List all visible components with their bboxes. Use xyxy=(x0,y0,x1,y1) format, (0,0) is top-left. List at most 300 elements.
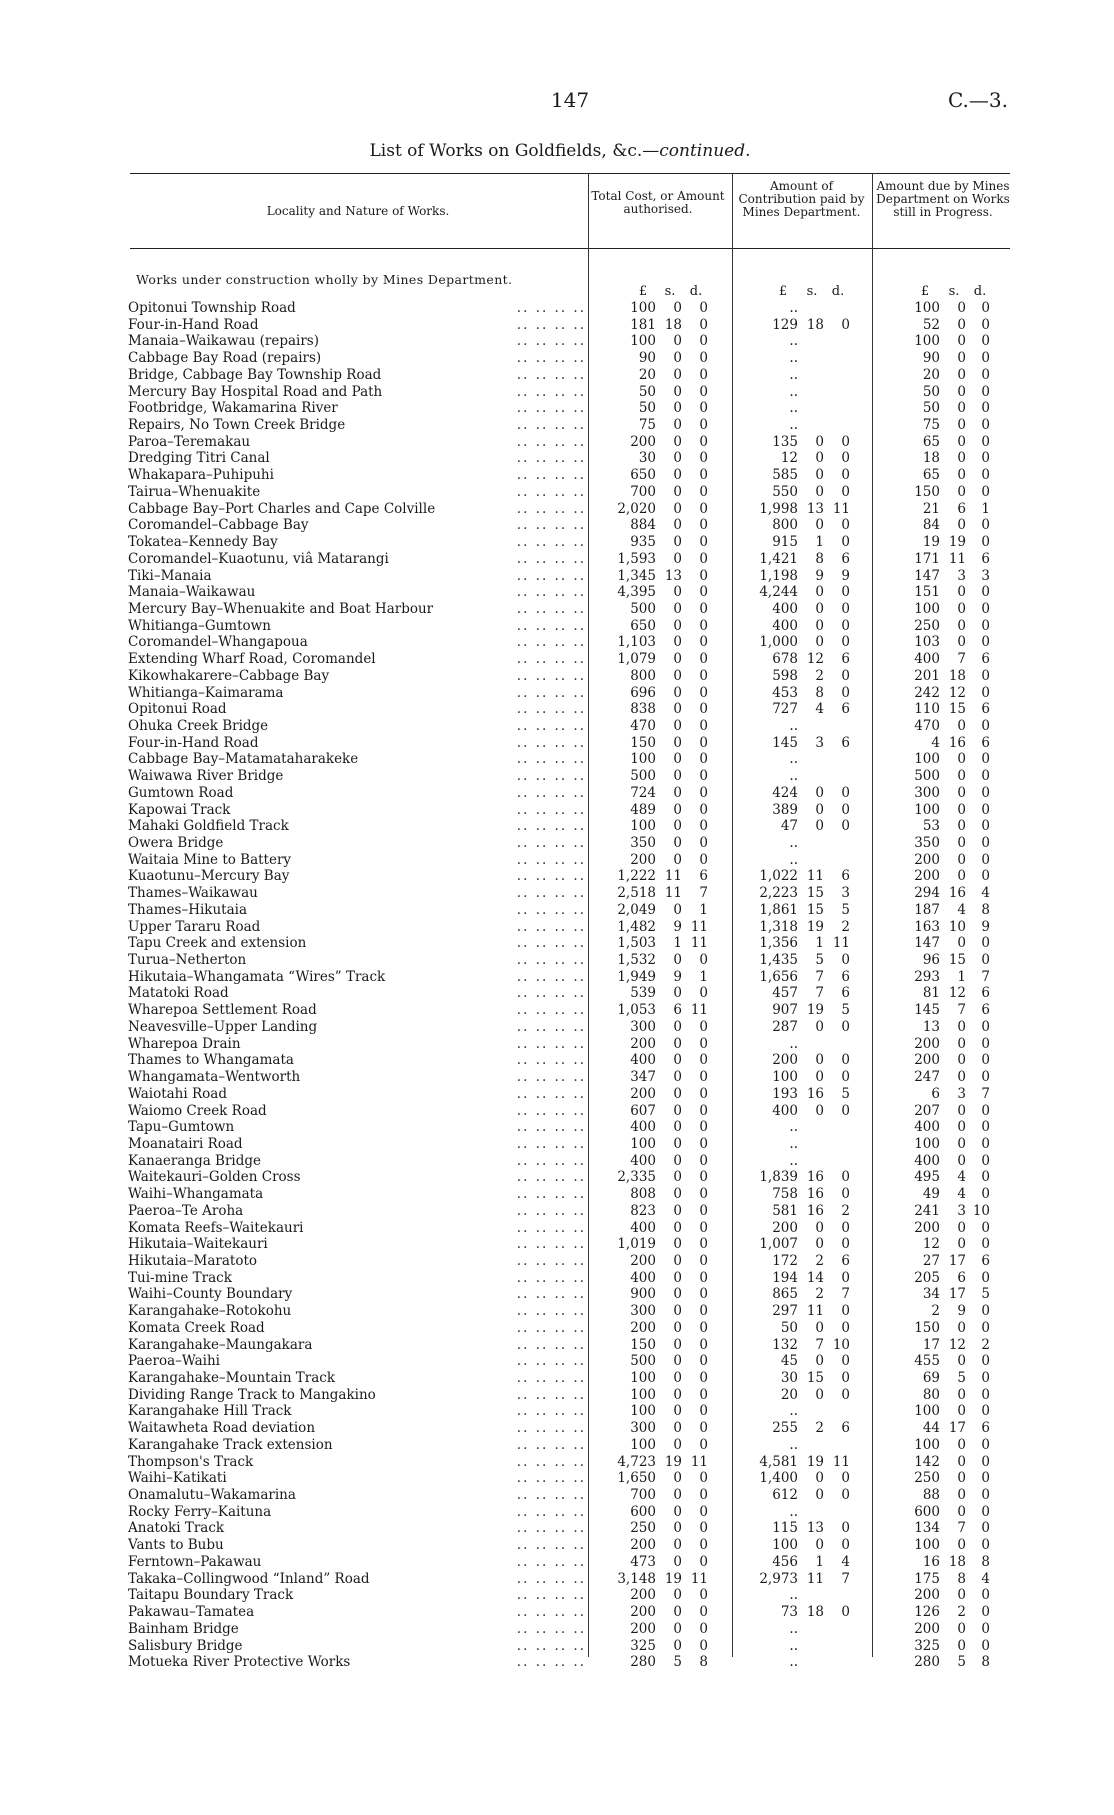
paid-pence: 6 xyxy=(841,701,850,718)
work-name xyxy=(128,551,586,568)
work-name-text: Kapowai Track xyxy=(128,802,234,818)
paid-pounds: 1,356 xyxy=(759,935,798,952)
due-shillings: 0 xyxy=(957,1052,966,1069)
paid-pence: 11 xyxy=(832,935,850,952)
due-pounds: 200 xyxy=(914,1620,940,1637)
due-pounds: 84 xyxy=(922,517,940,534)
work-name xyxy=(128,1520,586,1537)
table-row xyxy=(0,1036,1114,1053)
total-shillings: 0 xyxy=(673,1336,682,1353)
paid-pounds: 200 xyxy=(772,1052,798,1069)
total-shillings: 0 xyxy=(673,1069,682,1086)
paid-pence: 0 xyxy=(841,784,850,801)
work-name xyxy=(128,1437,586,1454)
table-row xyxy=(0,735,1114,752)
leader-dots: .. .. .. .. xyxy=(516,1085,586,1102)
due-shillings: 17 xyxy=(948,1420,966,1437)
total-pence: 0 xyxy=(699,1236,708,1253)
leader-dots: .. .. .. .. xyxy=(516,935,586,952)
table-row xyxy=(0,450,1114,467)
due-pounds: 100 xyxy=(914,801,940,818)
due-pence: 0 xyxy=(981,433,990,450)
work-name xyxy=(128,1337,586,1354)
total-shillings: 0 xyxy=(673,517,682,534)
total-pence: 0 xyxy=(699,417,708,434)
total-pounds: 280 xyxy=(630,1654,656,1671)
total-shillings: 0 xyxy=(673,667,682,684)
due-pence: 0 xyxy=(981,801,990,818)
due-pounds: 16 xyxy=(922,1553,940,1570)
work-name xyxy=(128,718,586,735)
due-shillings: 12 xyxy=(948,1336,966,1353)
due-pounds: 241 xyxy=(914,1202,940,1219)
table-row xyxy=(0,1052,1114,1069)
unit-pence: d. xyxy=(831,284,845,299)
paid-pounds: 194 xyxy=(772,1269,798,1286)
due-pence: 0 xyxy=(981,1587,990,1604)
paid-pence: 5 xyxy=(841,1002,850,1019)
due-shillings: 0 xyxy=(957,1119,966,1136)
work-name-text: Whitianga–Gumtown xyxy=(128,618,275,634)
total-pounds: 2,335 xyxy=(617,1169,656,1186)
paid-pounds: 30 xyxy=(780,1370,798,1386)
due-shillings: 0 xyxy=(957,1018,966,1035)
due-pounds: 150 xyxy=(914,1319,940,1336)
paid-pounds: .. xyxy=(789,400,798,417)
paid-shillings: 16 xyxy=(806,1085,824,1102)
due-shillings: 0 xyxy=(957,1236,966,1253)
table-row xyxy=(0,300,1114,317)
work-name xyxy=(128,668,586,685)
total-shillings: 11 xyxy=(664,868,682,885)
leader-dots: .. .. .. .. xyxy=(516,1453,586,1470)
total-pence: 0 xyxy=(699,1403,708,1420)
work-name-text: Mercury Bay Hospital Road and Path xyxy=(128,384,386,400)
work-name xyxy=(128,701,586,718)
due-pounds: 250 xyxy=(914,617,940,634)
work-name xyxy=(128,1303,586,1320)
total-shillings: 0 xyxy=(673,350,682,367)
leader-dots: .. .. .. .. xyxy=(516,734,586,751)
total-pence: 0 xyxy=(699,1420,708,1437)
leader-dots: .. .. .. .. xyxy=(516,1637,586,1654)
total-shillings: 0 xyxy=(673,1135,682,1152)
leader-dots: .. .. .. .. xyxy=(516,918,586,935)
total-pence: 0 xyxy=(699,734,708,751)
paid-pounds: 100 xyxy=(772,1537,798,1554)
due-shillings: 0 xyxy=(957,1152,966,1169)
paid-shillings: 0 xyxy=(815,433,824,450)
paid-pounds: 1,656 xyxy=(759,968,798,985)
table-row xyxy=(0,634,1114,651)
table-row xyxy=(0,601,1114,618)
due-pence: 0 xyxy=(981,1035,990,1052)
table-row xyxy=(0,317,1114,334)
due-pounds: 470 xyxy=(914,717,940,734)
total-pounds: 100 xyxy=(630,1403,656,1420)
paid-pounds: .. xyxy=(789,1035,798,1052)
work-name xyxy=(128,484,586,501)
due-pence: 3 xyxy=(981,567,990,584)
due-pounds: 49 xyxy=(922,1186,940,1203)
work-name-text: Waitaia Mine to Battery xyxy=(128,852,295,868)
due-shillings: 0 xyxy=(957,400,966,417)
due-pounds: 13 xyxy=(922,1018,940,1035)
work-name-text: Mercury Bay–Whenuakite and Boat Harbour xyxy=(128,601,437,617)
total-shillings: 0 xyxy=(673,1604,682,1621)
due-shillings: 12 xyxy=(948,985,966,1002)
total-pence: 0 xyxy=(699,1286,708,1303)
paid-pence: 6 xyxy=(841,550,850,567)
total-pounds: 150 xyxy=(630,734,656,751)
total-shillings: 6 xyxy=(673,1002,682,1019)
work-name-text: Dredging Titri Canal xyxy=(128,450,274,466)
table-row xyxy=(0,668,1114,685)
due-shillings: 0 xyxy=(957,851,966,868)
paid-shillings: 2 xyxy=(815,1252,824,1269)
total-pounds: 489 xyxy=(630,801,656,818)
total-pence: 0 xyxy=(699,600,708,617)
paid-shillings: 0 xyxy=(815,1537,824,1554)
total-pounds: 700 xyxy=(630,1487,656,1504)
total-pence: 0 xyxy=(699,717,708,734)
work-name-text: Whangamata–Wentworth xyxy=(128,1069,304,1085)
total-pence: 0 xyxy=(699,1553,708,1570)
due-pounds: 207 xyxy=(914,1102,940,1119)
total-pence: 0 xyxy=(699,1336,708,1353)
paid-shillings: 11 xyxy=(806,1303,824,1320)
total-pounds: 473 xyxy=(630,1553,656,1570)
work-name xyxy=(128,534,586,551)
paid-pence: 0 xyxy=(841,1102,850,1119)
due-pence: 0 xyxy=(981,483,990,500)
work-name xyxy=(128,1186,586,1203)
due-shillings: 0 xyxy=(957,333,966,350)
total-pounds: 400 xyxy=(630,1052,656,1069)
work-name xyxy=(128,685,586,702)
due-pence: 0 xyxy=(981,1604,990,1621)
table-row xyxy=(0,517,1114,534)
total-pounds: 300 xyxy=(630,1420,656,1437)
total-pence: 0 xyxy=(699,1269,708,1286)
total-shillings: 0 xyxy=(673,835,682,851)
due-pence: 0 xyxy=(981,1102,990,1119)
work-name xyxy=(128,1587,586,1604)
total-pounds: 884 xyxy=(630,517,656,534)
due-pounds: 247 xyxy=(914,1069,940,1086)
paid-pounds: 1,861 xyxy=(759,901,798,918)
paid-shillings: 0 xyxy=(815,467,824,484)
table-row xyxy=(0,1587,1114,1604)
due-shillings: 0 xyxy=(957,1637,966,1654)
table-row xyxy=(0,718,1114,735)
leader-dots: .. .. .. .. xyxy=(516,1286,586,1303)
paid-pence: 0 xyxy=(841,433,850,450)
paid-shillings: 0 xyxy=(815,1386,824,1403)
work-name xyxy=(128,1604,586,1621)
currency-units-row xyxy=(588,284,1012,300)
due-pounds: 293 xyxy=(914,968,940,985)
work-name-text: Cabbage Bay–Matamataharakeke xyxy=(128,751,362,767)
leader-dots: .. .. .. .. xyxy=(516,1487,586,1504)
due-pence: 0 xyxy=(981,1119,990,1136)
total-pence: 0 xyxy=(699,1252,708,1269)
title-main: List of Works on Goldfields, &c.— xyxy=(369,141,660,161)
due-shillings: 11 xyxy=(948,550,966,567)
total-pounds: 200 xyxy=(630,1620,656,1637)
table-row xyxy=(0,701,1114,718)
total-pounds: 100 xyxy=(630,300,656,316)
total-pounds: 900 xyxy=(630,1286,656,1303)
paid-pence: 0 xyxy=(841,801,850,818)
leader-dots: .. .. .. .. xyxy=(516,1219,586,1236)
total-pence: 0 xyxy=(699,784,708,801)
work-name-text: Tokatea–Kennedy Bay xyxy=(128,534,282,550)
total-pence: 0 xyxy=(699,1503,708,1520)
total-pounds: 200 xyxy=(630,1035,656,1052)
due-shillings: 0 xyxy=(957,818,966,835)
leader-dots: .. .. .. .. xyxy=(516,1319,586,1336)
due-shillings: 8 xyxy=(957,1570,966,1587)
leader-dots: .. .. .. .. xyxy=(516,383,586,400)
work-name-text: Matatoki Road xyxy=(128,985,233,1001)
due-pounds: 19 xyxy=(922,534,940,551)
due-pounds: 110 xyxy=(914,701,940,718)
work-name xyxy=(128,1370,586,1387)
due-pounds: 100 xyxy=(914,300,940,316)
total-pounds: 350 xyxy=(630,835,656,851)
leader-dots: .. .. .. .. xyxy=(516,1169,586,1186)
table-row xyxy=(0,768,1114,785)
work-name xyxy=(128,584,586,601)
work-name-text: Tairua–Whenuakite xyxy=(128,484,264,500)
due-shillings: 0 xyxy=(957,366,966,383)
total-shillings: 0 xyxy=(673,1520,682,1537)
work-name xyxy=(128,1387,586,1404)
total-pounds: 200 xyxy=(630,433,656,450)
total-pence: 0 xyxy=(699,1537,708,1554)
table-row xyxy=(0,584,1114,601)
work-name xyxy=(128,1153,586,1170)
total-shillings: 0 xyxy=(673,751,682,768)
due-pence: 0 xyxy=(981,1135,990,1152)
due-pounds: 2 xyxy=(931,1303,940,1320)
paid-shillings: 11 xyxy=(806,868,824,885)
paid-pence: 0 xyxy=(841,1269,850,1286)
due-shillings: 0 xyxy=(957,751,966,768)
table-row xyxy=(0,651,1114,668)
total-shillings: 0 xyxy=(673,1219,682,1236)
due-shillings: 0 xyxy=(957,467,966,484)
paid-pence: 0 xyxy=(841,818,850,835)
table-row xyxy=(0,1086,1114,1103)
due-pence: 0 xyxy=(981,1503,990,1520)
work-name-text: Motueka River Protective Works xyxy=(128,1654,354,1670)
total-shillings: 0 xyxy=(673,784,682,801)
paid-pounds: 758 xyxy=(772,1186,798,1203)
leader-dots: .. .. .. .. xyxy=(516,1152,586,1169)
total-pence: 0 xyxy=(699,567,708,584)
paid-pounds: 1,435 xyxy=(759,952,798,969)
paid-pounds: 800 xyxy=(772,517,798,534)
total-shillings: 0 xyxy=(673,383,682,400)
paid-pounds: 1,839 xyxy=(759,1169,798,1186)
work-name xyxy=(128,1270,586,1287)
total-shillings: 11 xyxy=(664,885,682,902)
paid-pounds: 1,998 xyxy=(759,500,798,517)
due-shillings: 16 xyxy=(948,734,966,751)
leader-dots: .. .. .. .. xyxy=(516,968,586,985)
due-pounds: 69 xyxy=(922,1370,940,1386)
total-pence: 7 xyxy=(699,885,708,902)
leader-dots: .. .. .. .. xyxy=(516,818,586,835)
total-pence: 0 xyxy=(699,316,708,333)
total-pence: 0 xyxy=(699,1620,708,1637)
leader-dots: .. .. .. .. xyxy=(516,1135,586,1152)
due-pounds: 90 xyxy=(922,350,940,367)
paid-pounds: 1,421 xyxy=(759,550,798,567)
paid-pence: 6 xyxy=(841,985,850,1002)
due-pence: 0 xyxy=(981,1453,990,1470)
due-shillings: 4 xyxy=(957,1186,966,1203)
total-pounds: 2,049 xyxy=(617,901,656,918)
paid-pounds: .. xyxy=(789,1587,798,1604)
due-shillings: 0 xyxy=(957,1319,966,1336)
due-pence: 6 xyxy=(981,651,990,668)
due-pence: 6 xyxy=(981,1252,990,1269)
total-pounds: 50 xyxy=(638,383,656,400)
work-name xyxy=(128,1320,586,1337)
paid-pounds: 598 xyxy=(772,667,798,684)
table-row xyxy=(0,868,1114,885)
work-name xyxy=(128,1036,586,1053)
total-shillings: 0 xyxy=(673,1186,682,1203)
due-shillings: 0 xyxy=(957,1219,966,1236)
total-pence: 0 xyxy=(699,684,708,701)
work-name xyxy=(128,768,586,785)
due-pounds: 455 xyxy=(914,1353,940,1370)
total-pence: 0 xyxy=(699,1085,708,1102)
work-name xyxy=(128,1203,586,1220)
paid-shillings: 14 xyxy=(806,1269,824,1286)
paid-pounds: .. xyxy=(789,717,798,734)
paid-shillings: 7 xyxy=(815,985,824,1002)
work-name xyxy=(128,835,586,852)
due-shillings: 0 xyxy=(957,1503,966,1520)
leader-dots: .. .. .. .. xyxy=(516,1436,586,1453)
total-shillings: 0 xyxy=(673,1353,682,1370)
total-shillings: 0 xyxy=(673,1303,682,1320)
work-name xyxy=(128,1353,586,1370)
due-pence: 0 xyxy=(981,768,990,785)
work-name xyxy=(128,1253,586,1270)
due-pence: 0 xyxy=(981,534,990,551)
due-shillings: 15 xyxy=(948,952,966,969)
work-name-text: Whakapara–Puhipuhi xyxy=(128,467,278,483)
leader-dots: .. .. .. .. xyxy=(516,851,586,868)
table-row xyxy=(0,885,1114,902)
total-pence: 0 xyxy=(699,634,708,651)
due-pounds: 75 xyxy=(922,417,940,434)
leader-dots: .. .. .. .. xyxy=(516,1269,586,1286)
leader-dots: .. .. .. .. xyxy=(516,1069,586,1086)
due-pounds: 163 xyxy=(914,918,940,935)
table-row xyxy=(0,1520,1114,1537)
due-shillings: 4 xyxy=(957,901,966,918)
due-pounds: 147 xyxy=(914,935,940,952)
paid-shillings: 0 xyxy=(815,517,824,534)
total-pounds: 4,723 xyxy=(617,1453,656,1470)
due-pounds: 44 xyxy=(922,1420,940,1437)
work-name xyxy=(128,1470,586,1487)
total-shillings: 1 xyxy=(673,935,682,952)
paid-shillings: 0 xyxy=(815,1353,824,1370)
work-name xyxy=(128,1136,586,1153)
paid-pounds: .. xyxy=(789,300,798,316)
paid-pounds: .. xyxy=(789,1436,798,1453)
total-pounds: 650 xyxy=(630,617,656,634)
total-shillings: 0 xyxy=(673,550,682,567)
paid-pounds: 678 xyxy=(772,651,798,668)
work-name-text: Coromandel–Whangapoua xyxy=(128,634,312,650)
total-shillings: 0 xyxy=(673,1252,682,1269)
paid-pounds: .. xyxy=(789,1403,798,1420)
due-shillings: 0 xyxy=(957,835,966,851)
total-pence: 0 xyxy=(699,1520,708,1537)
due-pence: 0 xyxy=(981,1386,990,1403)
due-shillings: 0 xyxy=(957,1102,966,1119)
total-pounds: 838 xyxy=(630,701,656,718)
due-pounds: 250 xyxy=(914,1470,940,1487)
total-pence: 0 xyxy=(699,851,708,868)
paid-pence: 0 xyxy=(841,1537,850,1554)
total-shillings: 0 xyxy=(673,1152,682,1169)
due-shillings: 0 xyxy=(957,1620,966,1637)
due-pounds: 200 xyxy=(914,1052,940,1069)
total-shillings: 0 xyxy=(673,366,682,383)
work-name xyxy=(128,367,586,384)
total-shillings: 0 xyxy=(673,1102,682,1119)
paid-shillings: 19 xyxy=(806,1002,824,1019)
leader-dots: .. .. .. .. xyxy=(516,1018,586,1035)
due-pounds: 400 xyxy=(914,1152,940,1169)
leader-dots: .. .. .. .. xyxy=(516,651,586,668)
total-pounds: 181 xyxy=(630,316,656,333)
paid-pence: 0 xyxy=(841,600,850,617)
due-pounds: 100 xyxy=(914,1135,940,1152)
leader-dots: .. .. .. .. xyxy=(516,801,586,818)
total-shillings: 0 xyxy=(673,1269,682,1286)
leader-dots: .. .. .. .. xyxy=(516,784,586,801)
total-pence: 0 xyxy=(699,1604,708,1621)
total-pounds: 325 xyxy=(630,1637,656,1654)
paid-pence: 6 xyxy=(841,1420,850,1437)
due-pence: 0 xyxy=(981,1052,990,1069)
total-pounds: 724 xyxy=(630,784,656,801)
paid-pence: 2 xyxy=(841,1202,850,1219)
total-shillings: 0 xyxy=(673,1537,682,1554)
table-row xyxy=(0,1420,1114,1437)
paid-pounds: 915 xyxy=(772,534,798,551)
due-pence: 0 xyxy=(981,1403,990,1420)
work-name-text: Moanatairi Road xyxy=(128,1136,247,1152)
due-pounds: 6 xyxy=(931,1085,940,1102)
total-shillings: 0 xyxy=(673,901,682,918)
due-pounds: 325 xyxy=(914,1637,940,1654)
paid-pounds: 45 xyxy=(780,1353,798,1370)
work-name xyxy=(128,350,586,367)
leader-dots: .. .. .. .. xyxy=(516,1587,586,1604)
